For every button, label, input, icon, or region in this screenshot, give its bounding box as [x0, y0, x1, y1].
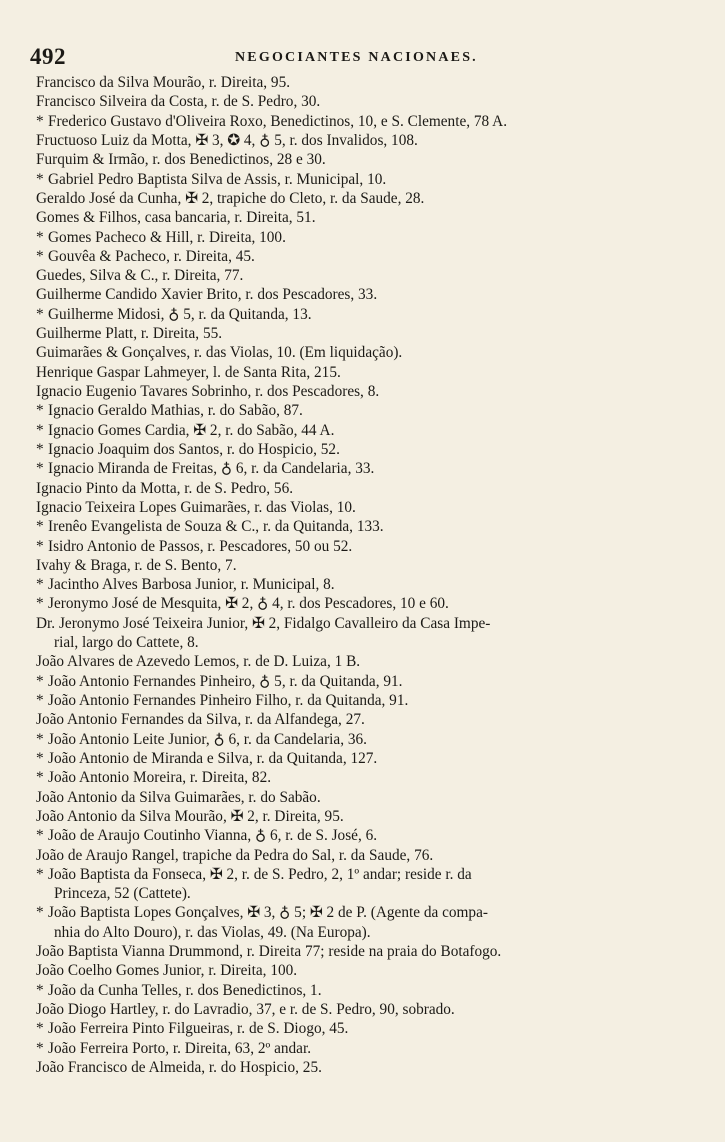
- list-item: [36, 652, 701, 671]
- asterisk-marker: *: [36, 112, 44, 130]
- asterisk-marker: *: [36, 228, 44, 246]
- entry-text: João Antonio Fernandes Pinheiro Filho, r. da Quitanda, 91.: [48, 692, 409, 709]
- entry-text: Ivahy & Braga, r. de S. Bento, 7.: [36, 556, 237, 574]
- entry-text: Geraldo José da Cunha, ✠ 2, trapiche do Cleto, r. da Saude, 28.: [36, 189, 425, 207]
- entry-text: João Francisco de Almeida, r. do Hospicio, 25.: [36, 1058, 322, 1076]
- entry-text: João Antonio da Silva Guimarães, r. do Sabão.: [36, 788, 321, 806]
- running-title: NEGOCIANTES NACIONAES.: [235, 50, 478, 65]
- entry-text: Henrique Gaspar Lahmeyer, l. de Santa Rita, 215.: [36, 363, 341, 381]
- entry-text: Furquim & Irmão, r. dos Benedictinos, 28 e 30.: [36, 151, 326, 169]
- entry-text: Ignacio Miranda de Freitas, ♁ 6, r. da Candelaria, 33.: [48, 460, 375, 478]
- list-item: [36, 556, 701, 575]
- list-item: [36, 749, 701, 768]
- asterisk-marker: *: [36, 402, 44, 420]
- page-number: 492: [30, 44, 66, 69]
- asterisk-marker: *: [36, 247, 44, 265]
- list-item: [36, 691, 701, 710]
- list-item: [36, 131, 701, 150]
- entry-text: Dr. Jeronymo José Teixeira Junior, ✠ 2, Fidalgo Cavalleiro da Casa Impe-: [36, 614, 491, 632]
- entry-text: João Antonio Fernandes Pinheiro, ♁ 5, r. da Quitanda, 91.: [48, 672, 403, 690]
- entry-text: Guilherme Platt, r. Direita, 55.: [36, 325, 223, 343]
- list-item: [36, 305, 701, 324]
- entry-text: João Diogo Hartley, r. do Lavradio, 37, e r. de S. Pedro, 90, sobrado.: [36, 1001, 455, 1018]
- asterisk-marker: *: [36, 865, 44, 883]
- entry-text: Gomes Pacheco & Hill, r. Direita, 100.: [48, 228, 286, 246]
- list-item: [36, 614, 701, 633]
- list-item: [36, 768, 701, 787]
- list-item: [36, 440, 701, 459]
- list-item: [36, 324, 701, 343]
- entry-text: João Antonio Leite Junior, ♁ 6, r. da Candelaria, 36.: [48, 730, 367, 748]
- asterisk-marker: *: [36, 1039, 44, 1057]
- entry-continuation: nhia do Alto Douro), r. das Violas, 49. (Na Europa).: [54, 923, 371, 941]
- list-item: [36, 150, 701, 169]
- entry-continuation: rial, largo do Cattete, 8.: [54, 634, 199, 652]
- list-item: [36, 498, 701, 517]
- entry-text: Ignacio Eugenio Tavares Sobrinho, r. dos Pescadores, 8.: [36, 383, 380, 400]
- asterisk-marker: *: [36, 827, 44, 845]
- asterisk-marker: *: [36, 518, 44, 536]
- entry-text: João Ferreira Pinto Filgueiras, r. de S. Diogo, 45.: [48, 1020, 349, 1038]
- entry-text: Guedes, Silva & C., r. Direita, 77.: [36, 267, 244, 285]
- list-item: [36, 208, 701, 227]
- asterisk-marker: *: [36, 460, 44, 478]
- list-item: [36, 1019, 701, 1038]
- list-item: [36, 1039, 701, 1058]
- asterisk-marker: *: [36, 769, 44, 787]
- entry-text: Irenêo Evangelista de Souza & C., r. da Quitanda, 133.: [48, 518, 384, 536]
- list-item: [36, 92, 701, 111]
- entry-text: Francisco da Silva Mourão, r. Direita, 95.: [36, 74, 291, 91]
- asterisk-marker: *: [36, 170, 44, 188]
- entry-text: João Antonio da Silva Mourão, ✠ 2, r. Direita, 95.: [36, 807, 344, 825]
- list-item: [36, 343, 701, 362]
- list-item: [36, 228, 701, 247]
- list-item: [36, 112, 701, 131]
- page-header: [30, 44, 695, 70]
- asterisk-marker: *: [36, 749, 44, 767]
- list-item: [36, 189, 701, 208]
- list-item: [36, 807, 701, 826]
- asterisk-marker: *: [36, 305, 44, 323]
- list-item: [36, 401, 701, 420]
- entry-text: Ignacio Geraldo Mathias, r. do Sabão, 87.: [48, 402, 303, 420]
- list-item: [36, 421, 701, 440]
- list-item: [36, 710, 701, 729]
- entry-text: João Coelho Gomes Junior, r. Direita, 100.: [36, 962, 298, 980]
- entry-text: Guilherme Candido Xavier Brito, r. dos Pescadores, 33.: [36, 286, 378, 304]
- list-item: [36, 575, 701, 594]
- entry-text: Ignacio Pinto da Motta, r. de S. Pedro, 56.: [36, 479, 294, 497]
- list-item: [36, 266, 701, 285]
- entry-text: Jacintho Alves Barbosa Junior, r. Municipal, 8.: [48, 576, 335, 594]
- asterisk-marker: *: [36, 595, 44, 613]
- asterisk-marker: *: [36, 981, 44, 999]
- list-item: [36, 517, 701, 536]
- list-item: [36, 73, 701, 92]
- merchant-list: [36, 73, 701, 1077]
- entry-text: Guimarães & Gonçalves, r. das Violas, 10. (Em liquidação).: [36, 344, 403, 362]
- asterisk-marker: *: [36, 576, 44, 594]
- entry-text: Frederico Gustavo d'Oliveira Roxo, Benedictinos, 10, e S. Clemente, 78 A.: [48, 112, 508, 130]
- entry-text: João Antonio Moreira, r. Direita, 82.: [48, 769, 272, 787]
- list-item: [36, 537, 701, 556]
- entry-text: Francisco Silveira da Costa, r. de S. Pedro, 30.: [36, 93, 321, 111]
- entry-text: Ignacio Joaquim dos Santos, r. do Hospicio, 52.: [48, 440, 340, 458]
- entry-text: Ignacio Teixeira Lopes Guimarães, r. das Violas, 10.: [36, 498, 356, 516]
- asterisk-marker: *: [36, 1020, 44, 1038]
- entry-text: João Baptista Lopes Gonçalves, ✠ 3, ♁ 5; ✠ 2 de P. (Agente da compa-: [48, 904, 488, 922]
- entry-text: Isidro Antonio de Passos, r. Pescadores, 50 ou 52.: [48, 537, 353, 555]
- entry-text: João Antonio Fernandes da Silva, r. da Alfandega, 27.: [36, 711, 365, 729]
- list-item: [36, 1058, 701, 1077]
- list-item: [36, 846, 701, 865]
- list-item: [36, 459, 701, 478]
- list-item: [36, 247, 701, 266]
- list-item: [36, 594, 701, 613]
- entry-text: João Alvares de Azevedo Lemos, r. de D. Luiza, 1 B.: [36, 653, 361, 671]
- list-item: [36, 1000, 701, 1019]
- asterisk-marker: *: [36, 440, 44, 458]
- list-item: [36, 961, 701, 980]
- list-item: [36, 479, 701, 498]
- asterisk-marker: *: [36, 730, 44, 748]
- asterisk-marker: *: [36, 421, 44, 439]
- list-item: [36, 865, 701, 884]
- entry-text: João Ferreira Porto, r. Direita, 63, 2º andar.: [48, 1039, 312, 1057]
- list-item: [36, 285, 701, 304]
- list-item: [36, 382, 701, 401]
- entry-continuation: Princeza, 52 (Cattete).: [54, 885, 191, 903]
- entry-text: Ignacio Gomes Cardia, ✠ 2, r. do Sabão, 44 A.: [48, 421, 335, 439]
- list-item: [36, 363, 701, 382]
- entry-text: João da Cunha Telles, r. dos Benedictinos, 1.: [48, 981, 322, 999]
- entry-text: João Baptista Vianna Drummond, r. Direita 77; reside na praia do Botafogo.: [36, 943, 502, 961]
- asterisk-marker: *: [36, 904, 44, 922]
- asterisk-marker: *: [36, 692, 44, 709]
- list-item: [36, 942, 701, 961]
- entry-text: Gabriel Pedro Baptista Silva de Assis, r. Municipal, 10.: [48, 170, 387, 188]
- entry-text: João de Araujo Rangel, trapiche da Pedra do Sal, r. da Saude, 76.: [36, 846, 434, 864]
- entry-text: Jeronymo José de Mesquita, ✠ 2, ♁ 4, r. dos Pescadores, 10 e 60.: [48, 595, 449, 613]
- list-item: [36, 672, 701, 691]
- list-item: [36, 788, 701, 807]
- list-item: [36, 730, 701, 749]
- entry-text: João Baptista da Fonseca, ✠ 2, r. de S. Pedro, 2, 1º andar; reside r. da: [48, 865, 472, 883]
- entry-text: Gouvêa & Pacheco, r. Direita, 45.: [48, 247, 255, 265]
- list-item: [36, 903, 701, 922]
- entry-text: João de Araujo Coutinho Vianna, ♁ 6, r. de S. José, 6.: [48, 827, 378, 845]
- entry-text: Guilherme Midosi, ♁ 5, r. da Quitanda, 13.: [48, 305, 312, 323]
- entry-text: Gomes & Filhos, casa bancaria, r. Direita, 51.: [36, 209, 316, 227]
- entry-text: João Antonio de Miranda e Silva, r. da Quitanda, 127.: [48, 749, 378, 767]
- entry-text: Fructuoso Luiz da Motta, ✠ 3, ✪ 4, ♁ 5, r. dos Invalidos, 108.: [36, 131, 418, 149]
- list-item: [36, 170, 701, 189]
- asterisk-marker: *: [36, 672, 44, 690]
- asterisk-marker: *: [36, 537, 44, 555]
- list-item: [36, 826, 701, 845]
- list-item: [36, 981, 701, 1000]
